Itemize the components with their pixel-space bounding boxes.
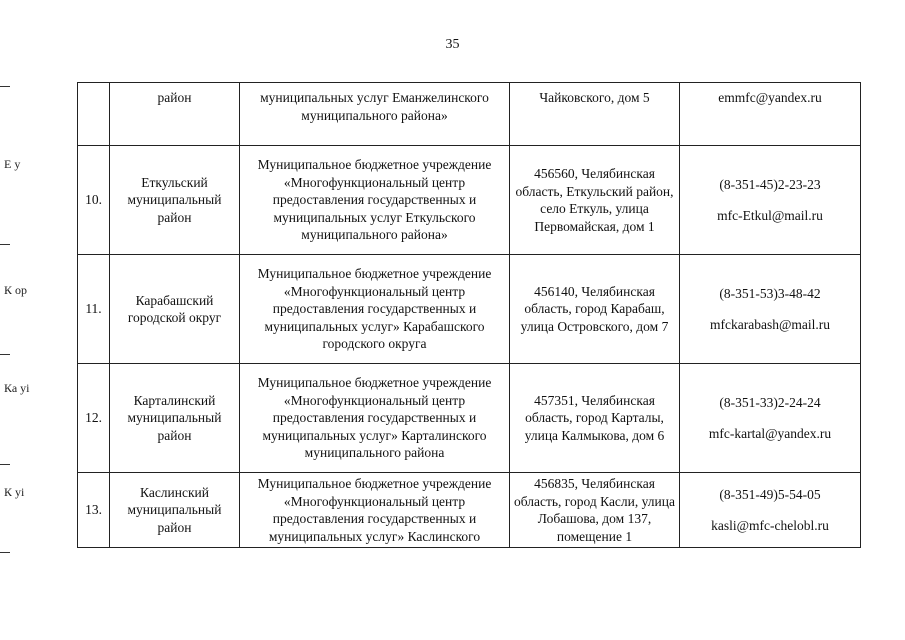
- margin-dash: [0, 86, 14, 91]
- table-row: [78, 473, 861, 548]
- row-number: [78, 83, 110, 146]
- organization-name: муниципальных услуг Еманжелинского муниципального района»: [240, 83, 510, 146]
- postal-address: 456560, Челябинская область, Еткульский район, село Еткуль, улица Первомайская, дом 1: [510, 146, 680, 255]
- contact-cell: [680, 255, 861, 364]
- page-number: 35: [445, 37, 460, 52]
- email-address: mfckarabash@mail.ru: [709, 317, 830, 332]
- contact-cell: [680, 473, 861, 548]
- email-address: kasli@mfc-chelobl.ru: [711, 518, 829, 533]
- table-row: [78, 146, 861, 255]
- table-row: [78, 83, 861, 146]
- margin-fragment: Е у: [4, 157, 21, 171]
- mfc-registry-table: [77, 82, 861, 548]
- row-number: 13.: [78, 473, 110, 548]
- postal-address: 456140, Челябинская область, город Карабаш, улица Островского, дом 7: [510, 255, 680, 364]
- row-number: 11.: [78, 255, 110, 364]
- row-number: 10.: [78, 146, 110, 255]
- organization-name: Муниципальное бюджетное учреждение «Многофункциональный центр предоставления государственных и муниципальных услуг Еткульского муниципального района»: [240, 146, 510, 255]
- organization-name: Муниципальное бюджетное учреждение «Многофункциональный центр предоставления государственных и муниципальных услуг» Карабашского городского округа: [240, 255, 510, 364]
- margin-dash: [0, 354, 14, 359]
- phone-number: (8-351-33)2-24-24: [719, 394, 821, 410]
- table-row: [78, 364, 861, 473]
- email-address: mfc-Etkul@mail.ru: [717, 208, 823, 223]
- margin-fragment: Ка уі: [4, 381, 30, 395]
- organization-name: Муниципальное бюджетное учреждение «Многофункциональный центр предоставления государственных и муниципальных услуг» Каслинского: [240, 473, 510, 548]
- postal-address: Чайковского, дом 5: [510, 83, 680, 146]
- margin-fragment: К уі: [4, 485, 25, 499]
- phone-number: (8-351-49)5-54-05: [719, 486, 821, 502]
- margin-dash: [0, 244, 14, 249]
- district-name: Каслинский муниципальный район: [110, 473, 240, 548]
- contact-cell: [680, 364, 861, 473]
- district-name: район: [110, 83, 240, 146]
- phone-number: (8-351-45)2-23-23: [719, 176, 821, 192]
- contact-cell: [680, 83, 861, 146]
- margin-dash: [0, 552, 14, 557]
- email-address: mfc-kartal@yandex.ru: [708, 426, 832, 441]
- postal-address: 457351, Челябинская область, город Карталы, улица Калмыкова, дом 6: [510, 364, 680, 473]
- margin-dash: [0, 464, 14, 469]
- email-address: emmfc@yandex.ru: [718, 90, 822, 105]
- phone-number: (8-351-53)3-48-42: [719, 285, 821, 301]
- district-name: Карабашский городской округ: [110, 255, 240, 364]
- contact-cell: [680, 146, 861, 255]
- table-row: [78, 255, 861, 364]
- district-name: Еткульский муниципальный район: [110, 146, 240, 255]
- postal-address: 456835, Челябинская область, город Касли, улица Лобашова, дом 137, помещение 1: [510, 473, 680, 548]
- organization-name: Муниципальное бюджетное учреждение «Многофункциональный центр предоставления государственных и муниципальных услуг» Карталинского муниципального района: [240, 364, 510, 473]
- row-number: 12.: [78, 364, 110, 473]
- margin-fragment: К ор: [4, 283, 28, 297]
- district-name: Карталинский муниципальный район: [110, 364, 240, 473]
